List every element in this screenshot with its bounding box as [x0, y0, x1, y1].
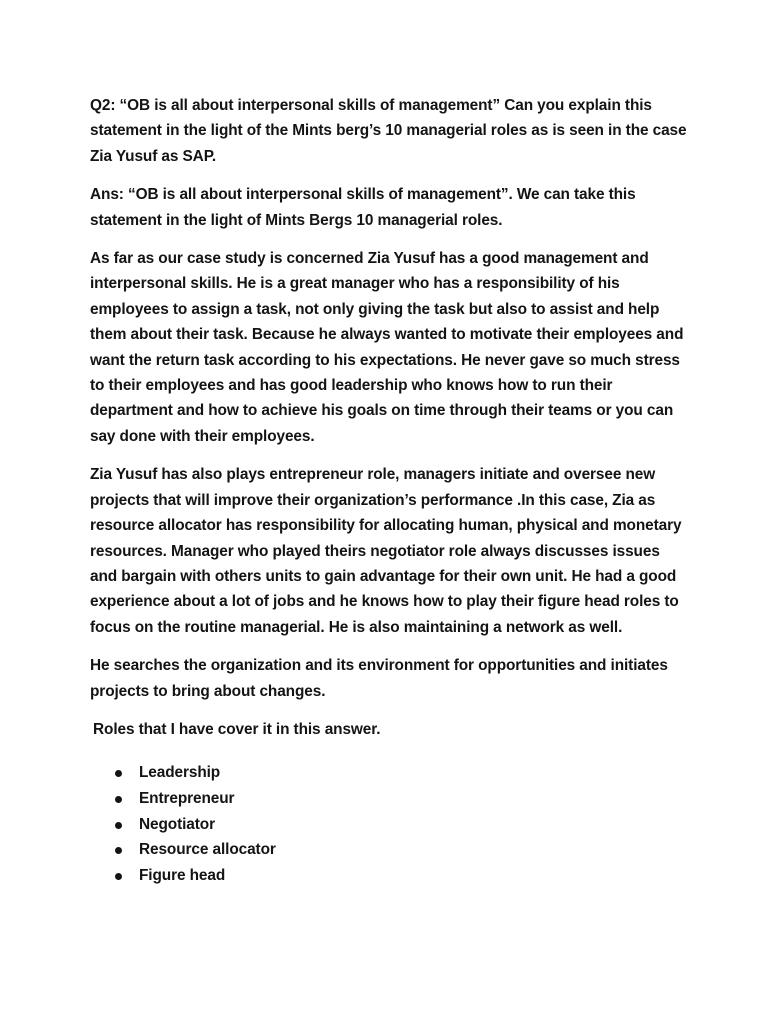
role-label: Negotiator	[139, 815, 215, 833]
role-label: Figure head	[139, 866, 226, 884]
bullet-icon	[115, 847, 122, 854]
bullet-icon	[115, 822, 122, 829]
roles-intro-text: Roles that I have cover it in this answer.	[93, 720, 381, 738]
document-page	[90, 93, 690, 888]
list-item	[90, 863, 690, 889]
list-item	[90, 812, 690, 838]
question-text: Q2: “OB is all about interpersonal skills of management” Can you explain this statement in the light of the Mints berg’s 10 managerial roles as is seen in the case Zia Yusuf as SAP.	[90, 97, 687, 165]
bullet-icon	[115, 796, 122, 803]
paragraph-leadership: As far as our case study is concerned Zia Yusuf has a good management and interpersonal skills. He is a great manager who has a responsibility of his employees to assign a task, not only giving the task but also to assist and help them about their task. Because he always wanted to motivate their employees and want the return task according to his expectations. He never gave so much stress to their employees and has good leadership who knows how to run their department and how to achieve his goals on time through their teams or you can say done with their employees.	[90, 250, 684, 445]
list-item	[90, 837, 690, 863]
list-item	[90, 760, 690, 786]
list-item	[90, 786, 690, 812]
answer-intro-text: Ans: “OB is all about interpersonal skills of management”. We can take this statement in the light of Mints Bergs 10 managerial roles.	[90, 186, 636, 229]
paragraph-roles: Zia Yusuf has also plays entrepreneur role, managers initiate and oversee new projects that will improve their organization’s performance .In this case, Zia as resource allocator has responsibility for allocating human, physical and monetary resources. Manager who played theirs negotiator role always discusses issues and bargain with others units to gain advantage for their own unit. He had a good experience about a lot of jobs and he knows how to play their figure head roles to focus on the routine managerial. He is also maintaining a network as well.	[90, 466, 682, 636]
roles-list	[90, 760, 690, 888]
role-label: Resource allocator	[139, 841, 276, 859]
paragraph-opportunities: He searches the organization and its environment for opportunities and initiates projects to bring about changes.	[90, 657, 668, 700]
bullet-icon	[115, 770, 122, 777]
role-label: Entrepreneur	[139, 789, 235, 807]
role-label: Leadership	[139, 764, 221, 782]
bullet-icon	[115, 873, 122, 880]
